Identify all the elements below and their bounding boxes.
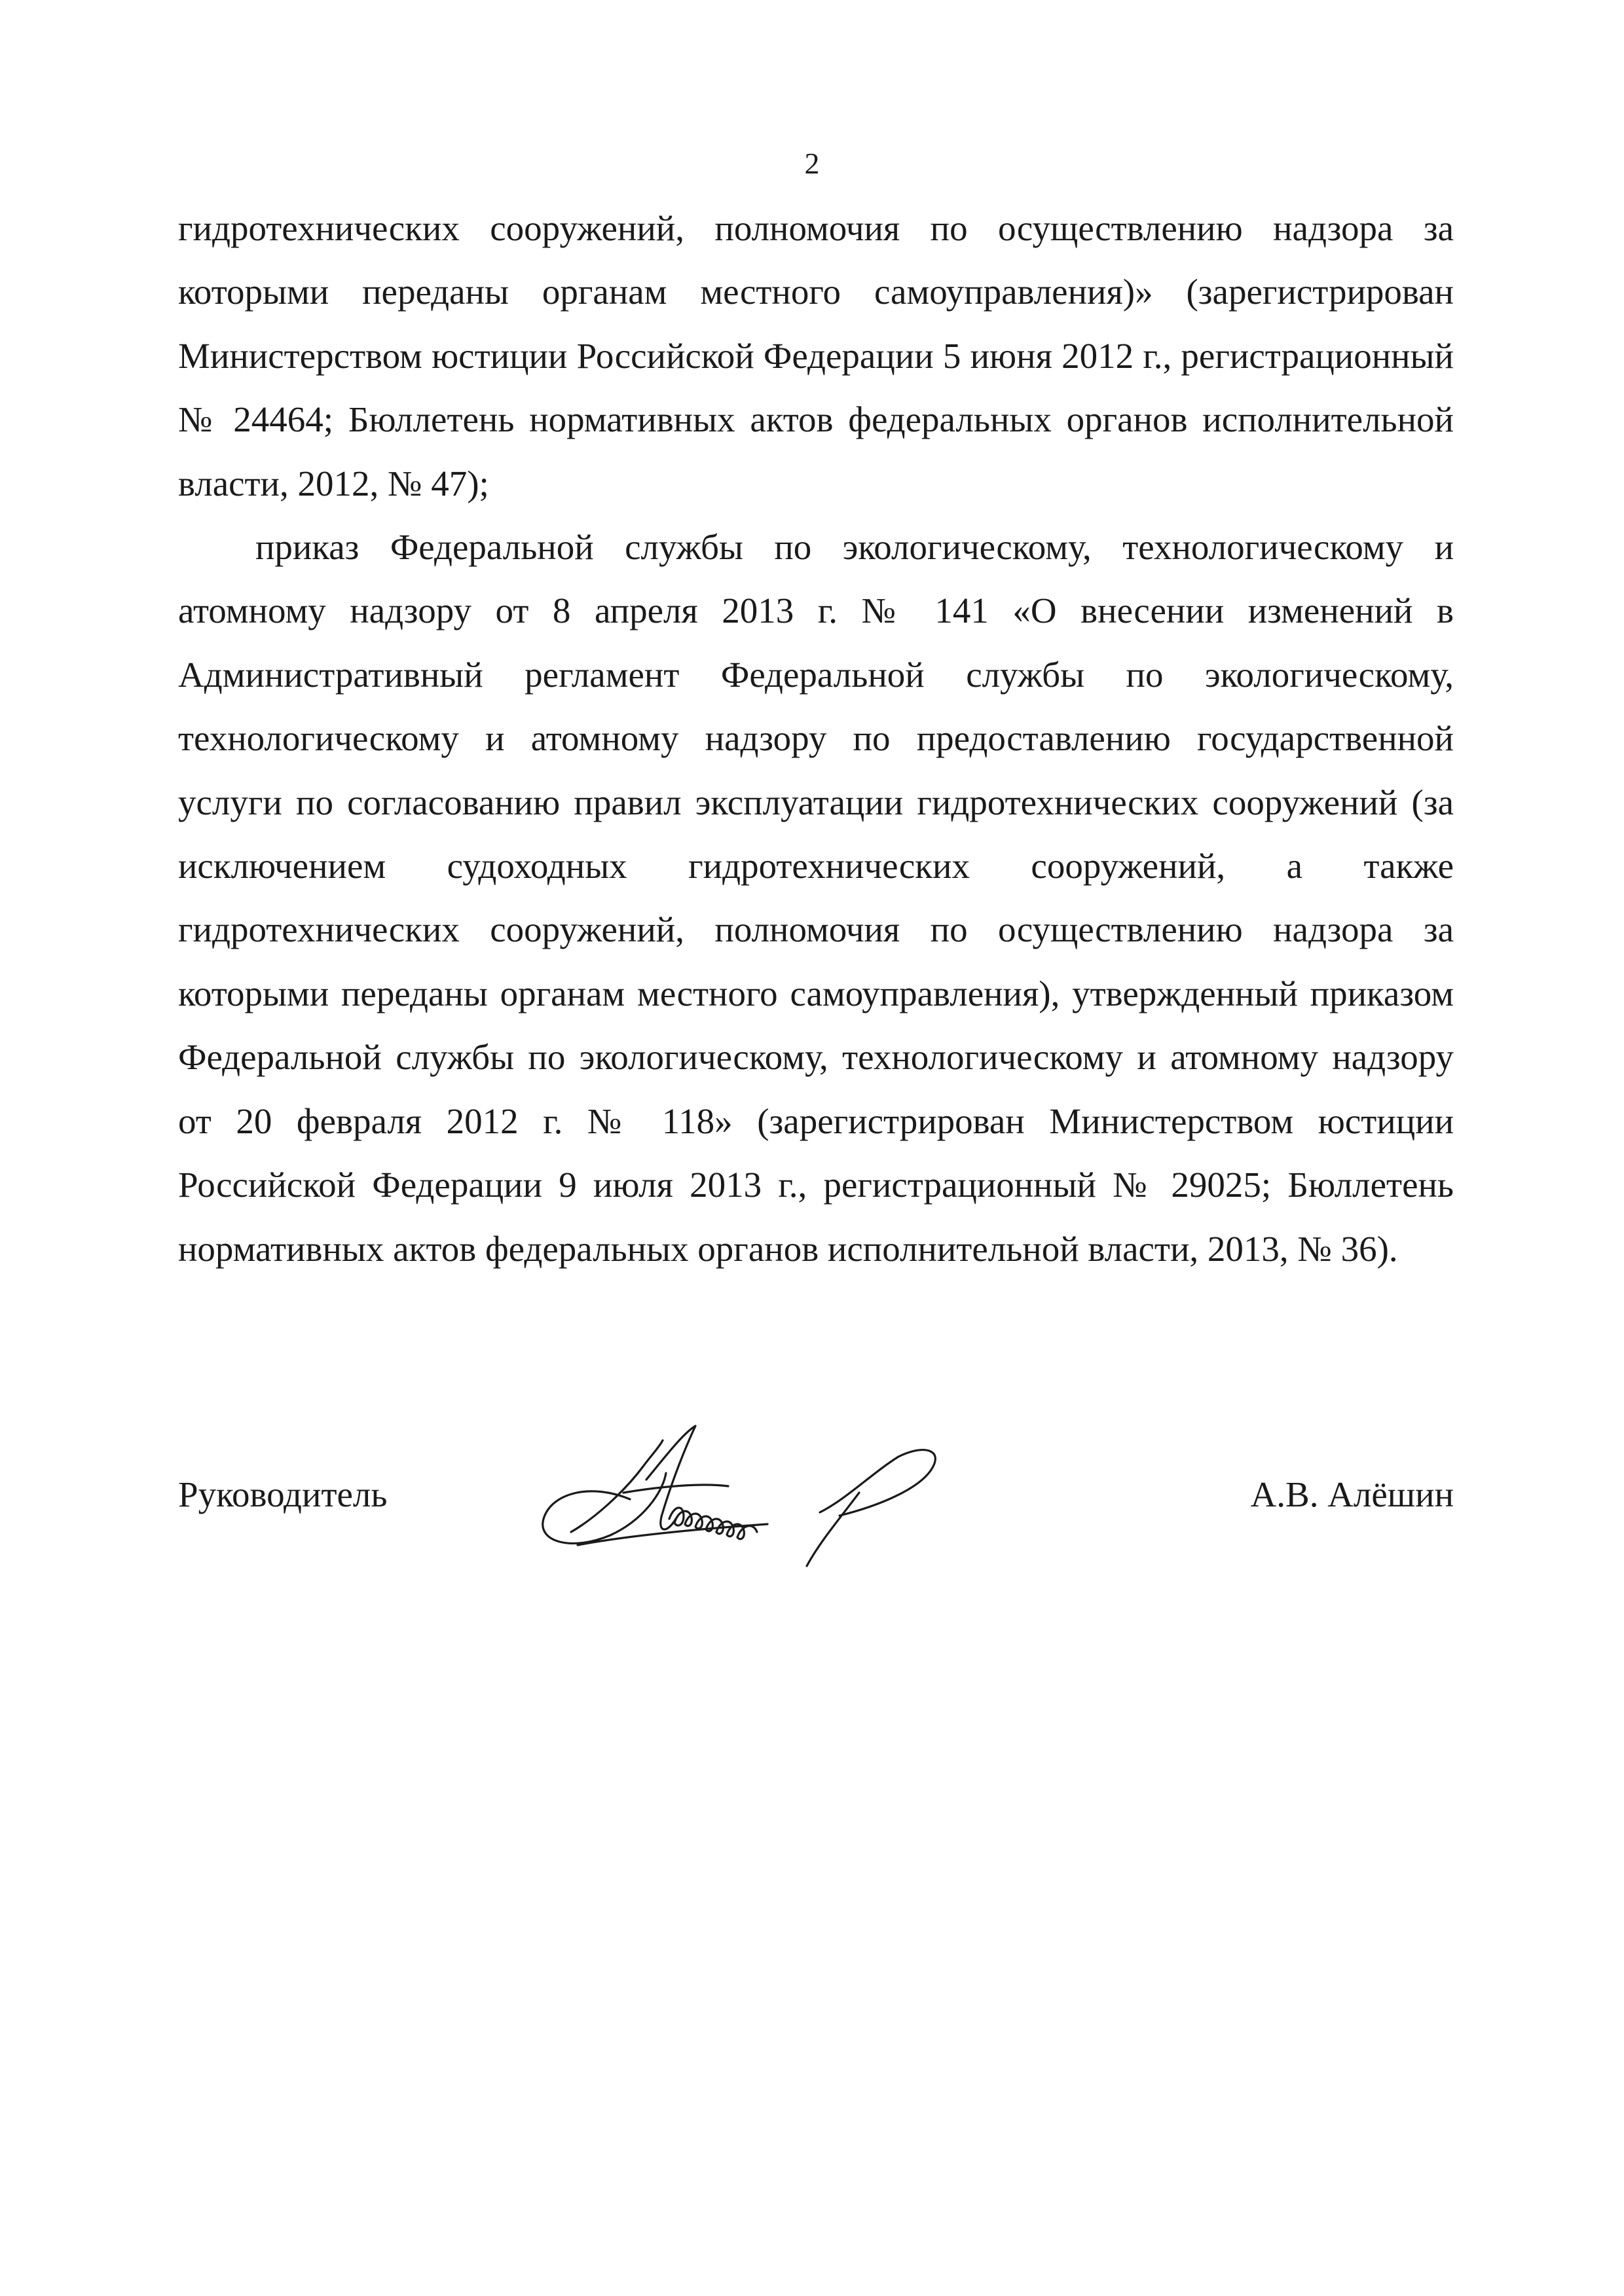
signatory-position: Руководитель [178, 1474, 388, 1514]
signatory-name: А.В. Алёшин [1250, 1474, 1454, 1514]
paragraph-order-141: приказ Федеральной службы по экологическому, технологическому и атомному надзору от 8 апреля 2013 г. № 141 «О внесении изменений в Административный регламент Федеральной службы по экологическому, технологическому и атомному надзору по предоставлению государственной услуги по согласованию правил эксплуатации гидротехнических сооружений (за исключением судоходных гидротехнических сооружений, а также гидротехнических сооружений, полномочия по осуществлению надзора за которыми переданы органам местного самоуправления), утвержденный приказом Федеральной службы по экологическому, технологическому и атомному надзору от 20 февраля 2012 г. № 118» (зарегистрирован Министерством юстиции Российской Федерации 9 июля 2013 г., регистрационный № 29025; Бюллетень нормативных актов федеральных органов исполнительной власти, 2013, № 36). [178, 527, 1454, 1269]
handwritten-signature [532, 1421, 951, 1571]
signature-block [178, 1427, 1454, 1571]
page-number: 2 [804, 147, 820, 180]
document-body [178, 196, 1454, 1281]
paragraph-continuation: гидротехнических сооружений, полномочия по осуществлению надзора за которыми переданы органам местного самоуправления)» (зарегистрирован Министерством юстиции Российской Федерации 5 июня 2012 г., регистрационный № 24464; Бюллетень нормативных актов федеральных органов исполнительной власти, 2012, № 47); [178, 208, 1454, 503]
